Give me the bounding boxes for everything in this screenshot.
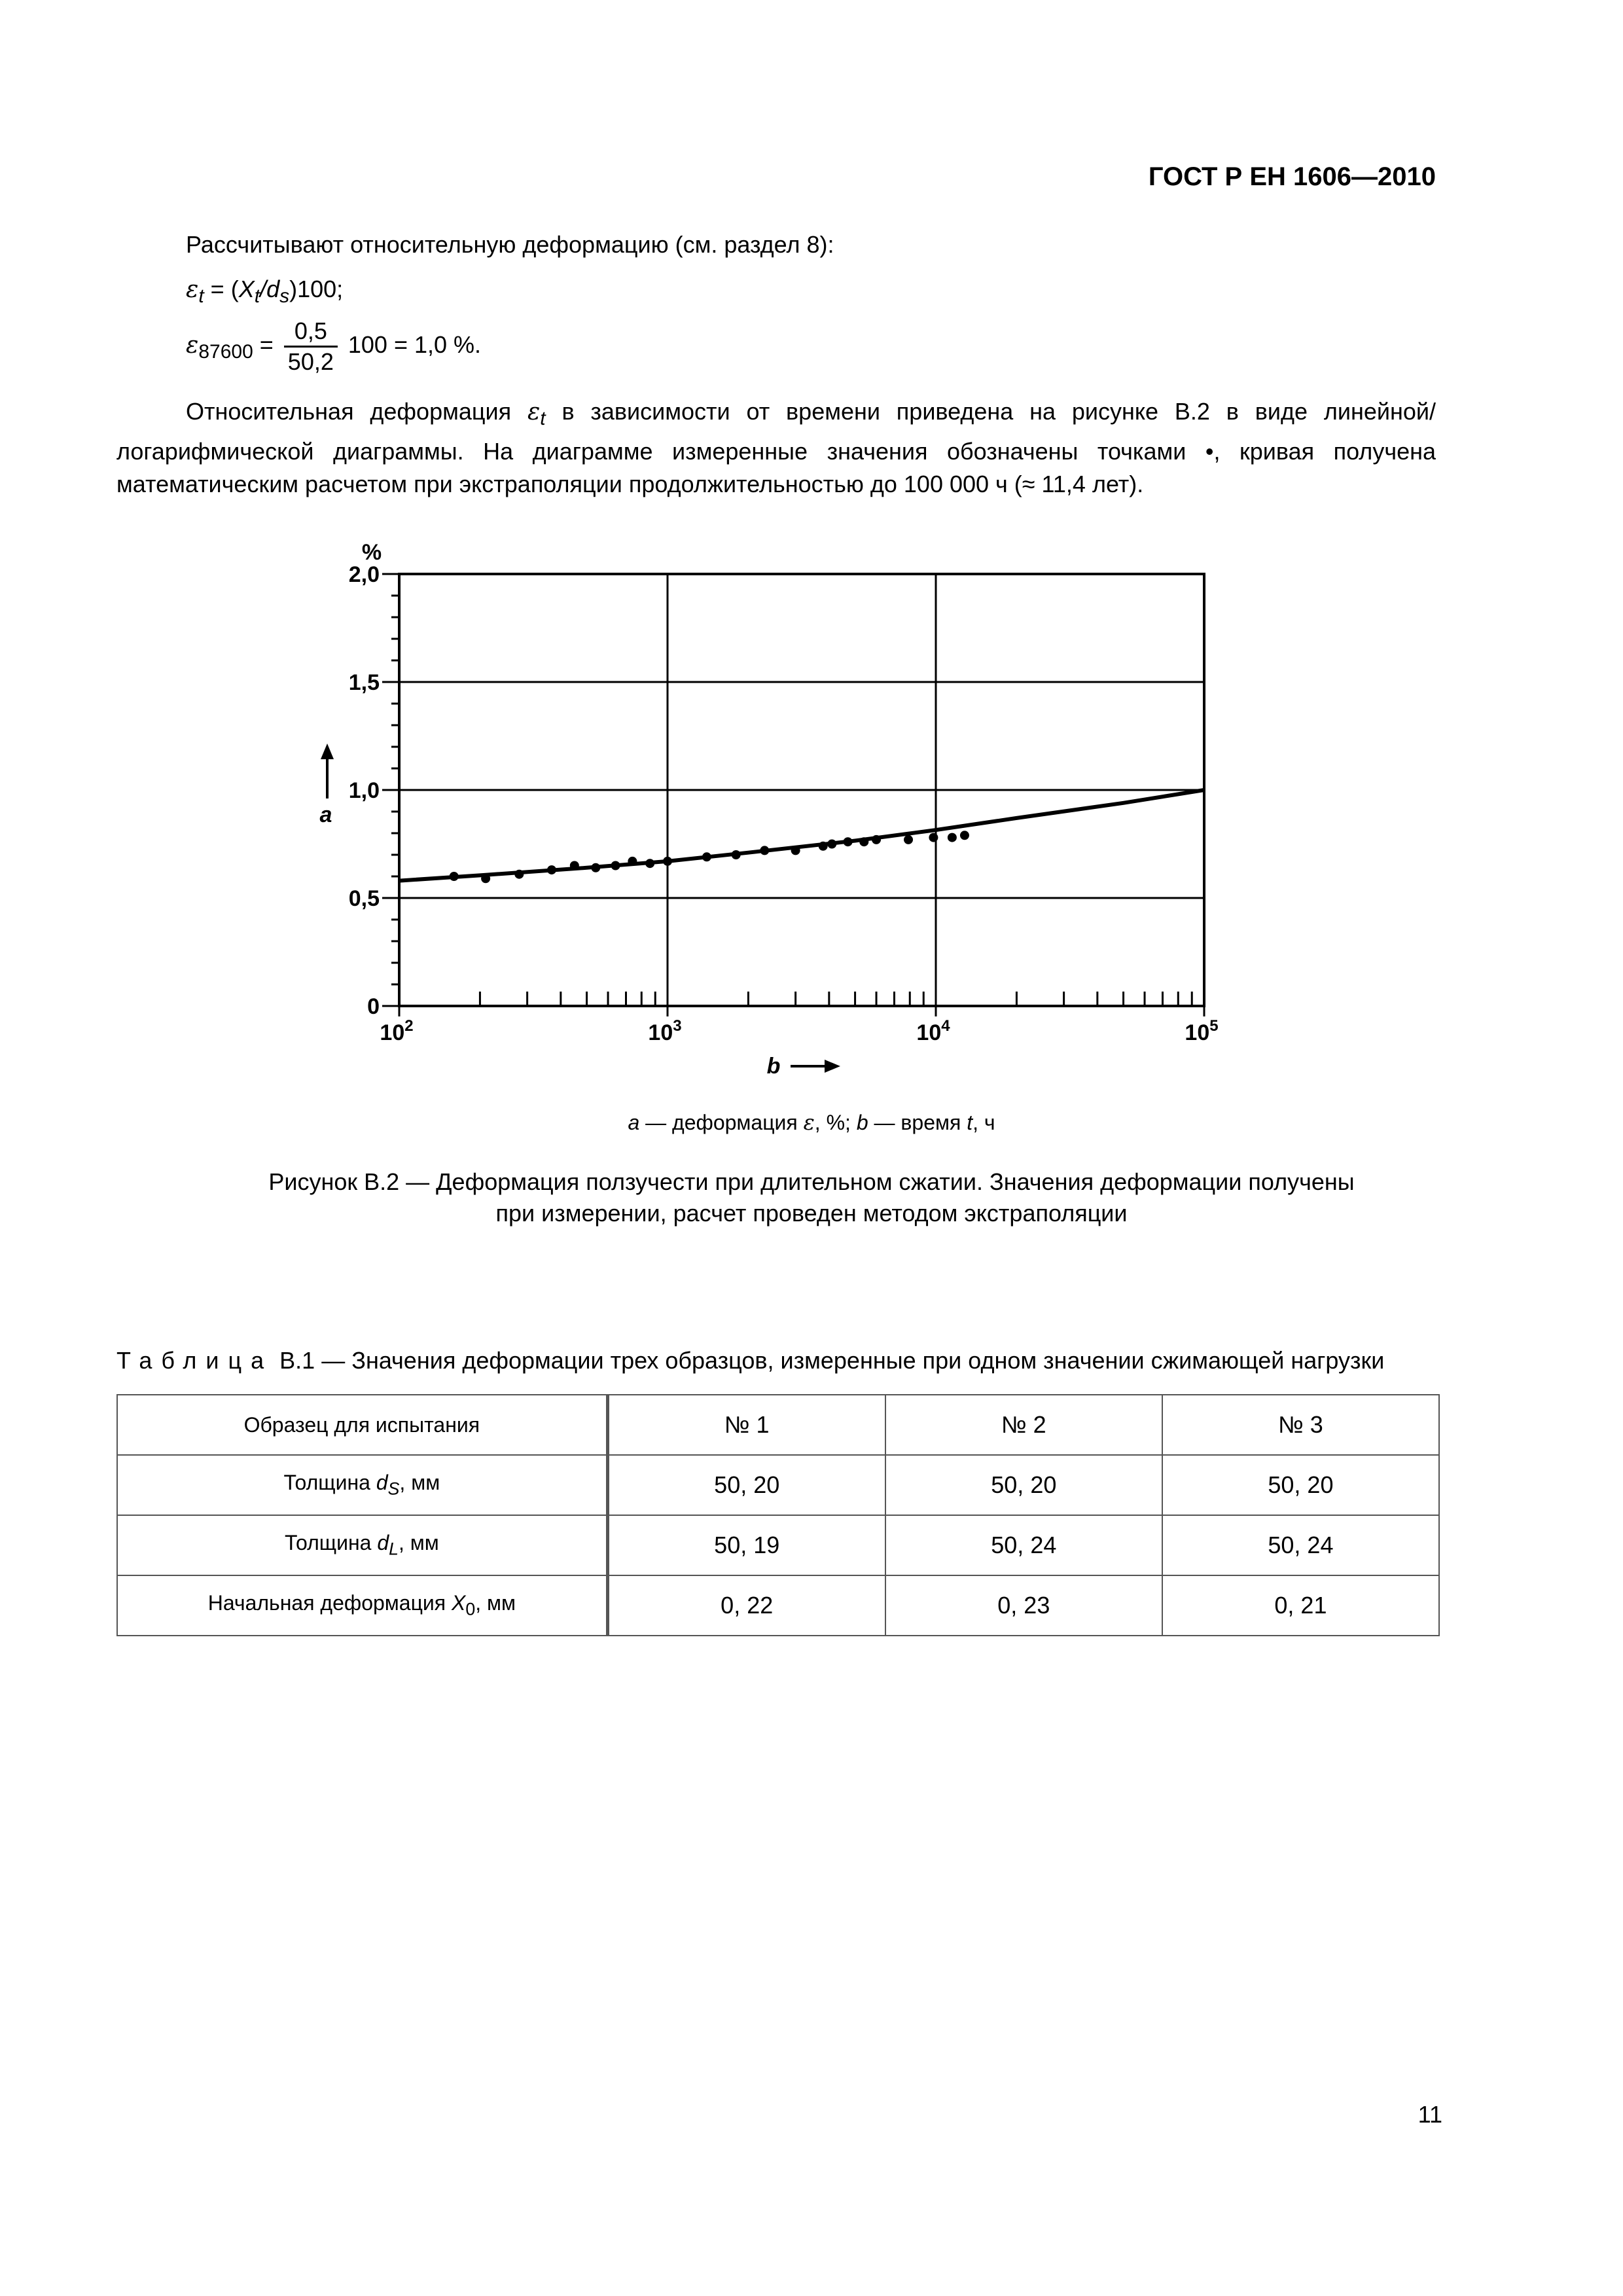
x-tick-base: 10 <box>1185 1020 1210 1045</box>
document-standard-number: ГОСТ Р ЕН 1606—2010 <box>1148 162 1436 191</box>
x-symbol: X <box>238 276 255 302</box>
chart-grid <box>399 574 1204 1006</box>
table-header-col: № 3 <box>1162 1395 1439 1455</box>
formula-part: )100; <box>289 276 344 302</box>
legend-a-letter: a <box>628 1111 640 1134</box>
epsilon-symbol: ε <box>186 332 199 359</box>
measured-point <box>611 861 620 870</box>
paragraph-text: Относительная деформация <box>186 398 527 425</box>
chart-curve-group <box>399 790 1204 881</box>
legend-text: — время <box>868 1111 967 1134</box>
formula-part: 100 = 1,0 %. <box>341 331 482 359</box>
creep-chart <box>288 524 1270 1100</box>
measured-point <box>450 872 459 881</box>
figure-legend <box>0 1110 1623 1135</box>
row-label-text: Толщина <box>284 1531 378 1555</box>
measured-point <box>948 833 957 842</box>
row-label-subscript: 0 <box>465 1599 476 1619</box>
measured-point <box>645 859 654 868</box>
x-tick-base: 10 <box>916 1020 942 1045</box>
row-label-text: Начальная деформация <box>207 1591 452 1615</box>
measured-point <box>960 831 969 840</box>
y-axis-arrow-head <box>321 744 334 759</box>
y-tick-label: 2,0 <box>348 562 380 587</box>
epsilon-subscript: 87600 <box>198 341 253 363</box>
measured-point <box>547 865 556 874</box>
table-cell: 0, 22 <box>607 1575 885 1636</box>
y-axis-letter: a <box>319 802 332 827</box>
body-paragraph <box>116 395 1436 501</box>
table-cell: 50, 20 <box>607 1455 885 1515</box>
row-label-symbol: d <box>376 1471 388 1495</box>
extrapolation-curve <box>399 790 1204 881</box>
epsilon-symbol: ε <box>186 276 199 303</box>
x-tick-exponent: 4 <box>941 1017 950 1035</box>
legend-text: — деформация <box>639 1111 804 1134</box>
fraction-numerator: 0,5 <box>284 317 338 348</box>
chart-ticks <box>382 574 1204 1016</box>
table-header-row <box>117 1395 1439 1455</box>
formula-strain <box>186 275 343 311</box>
figure-caption-line: Рисунок В.2 — Деформация ползучести при длительном сжатии. Значения деформации получены <box>268 1168 1355 1195</box>
measured-point <box>859 837 868 846</box>
row-label-symbol: d <box>377 1531 389 1555</box>
legend-t-symbol: t <box>967 1111 973 1134</box>
measured-point <box>591 863 600 872</box>
table-cell: 50, 20 <box>885 1455 1162 1515</box>
dot-marker: • <box>1205 438 1214 465</box>
measured-point <box>628 857 637 866</box>
x-tick-base: 10 <box>380 1020 405 1045</box>
formula-strain-value <box>186 317 481 376</box>
row-label-subscript: S <box>387 1479 400 1499</box>
measured-point <box>702 852 711 861</box>
table-cell: 50, 19 <box>607 1515 885 1575</box>
d-symbol: d <box>266 276 280 302</box>
fraction <box>284 317 338 376</box>
table-row <box>117 1455 1439 1515</box>
page-number: 11 <box>1418 2101 1442 2128</box>
row-label-subscript: L <box>389 1539 399 1559</box>
table-cell: 50, 24 <box>1162 1515 1439 1575</box>
x-tick-label <box>648 1017 681 1045</box>
x-axis-letter: b <box>766 1054 781 1079</box>
table-row <box>117 1515 1439 1575</box>
epsilon-subscript: t <box>540 408 546 430</box>
table-cell: 0, 23 <box>885 1575 1162 1636</box>
epsilon-symbol: ε <box>527 399 541 425</box>
measured-point <box>904 835 913 844</box>
table-title-text: В.1 — Значения деформации трех образцов, измеренные при одном значении сжимающей нагрузки <box>273 1347 1385 1374</box>
x-tick-base: 10 <box>648 1020 673 1045</box>
calc-intro: Рассчитывают относительную деформацию (см. раздел 8): <box>186 231 834 258</box>
figure-caption <box>0 1166 1623 1229</box>
legend-b-letter: b <box>856 1111 868 1134</box>
measured-point <box>570 861 579 870</box>
chart-points-group <box>450 831 969 883</box>
legend-text: , ч <box>972 1111 995 1134</box>
x-tick-exponent: 2 <box>404 1017 414 1035</box>
table-word: Таблица <box>116 1347 274 1374</box>
table-cell: 50, 24 <box>885 1515 1162 1575</box>
table-row-label <box>117 1575 607 1636</box>
chart-axis-titles <box>320 540 840 1079</box>
y-tick-label: 0,5 <box>348 886 380 911</box>
row-label-unit: , мм <box>398 1531 439 1555</box>
row-label-unit: , мм <box>399 1471 440 1495</box>
measured-point <box>819 842 828 851</box>
x-tick-label <box>916 1017 950 1045</box>
equals: = <box>253 331 280 359</box>
y-unit-label: % <box>361 540 382 565</box>
measured-point <box>872 835 881 844</box>
paragraph-text: , кривая получена математическим расчетом при экстраполяции продолжительностью до 100 000 ч (≈ 11,4 лет). <box>116 438 1436 498</box>
measured-point <box>514 870 524 879</box>
y-tick-label: 0 <box>367 994 380 1019</box>
formula-part: = ( <box>204 276 239 302</box>
chart-tick-labels <box>349 562 1219 1045</box>
measured-point <box>827 840 836 849</box>
table-row-label <box>117 1515 607 1575</box>
epsilon-subscript: t <box>198 285 204 308</box>
measured-point <box>791 846 800 855</box>
table-cell: 50, 20 <box>1162 1455 1439 1515</box>
x-subscript: t <box>254 285 260 308</box>
measured-point <box>844 837 853 846</box>
paragraph-text: в зависимости от времени приведена на рисунке В.2 в виде линейной/логарифмической диаграммы. На диаграмме измеренные значения обозначены точками <box>116 398 1436 465</box>
table-row-label <box>117 1455 607 1515</box>
x-tick-exponent: 3 <box>673 1017 682 1035</box>
measured-point <box>481 874 490 883</box>
data-table <box>116 1394 1440 1636</box>
measured-point <box>663 857 672 866</box>
x-axis-arrow-head <box>825 1060 840 1073</box>
x-tick-exponent: 5 <box>1209 1017 1219 1035</box>
y-tick-label: 1,0 <box>348 778 380 803</box>
measured-point <box>760 846 769 855</box>
x-tick-label <box>380 1017 413 1045</box>
table-header-col: № 2 <box>885 1395 1162 1455</box>
row-label-unit: , мм <box>475 1591 516 1615</box>
y-tick-label: 1,5 <box>348 670 380 695</box>
measured-point <box>929 833 938 842</box>
legend-text: , %; <box>814 1111 857 1134</box>
table-row <box>117 1575 1439 1636</box>
figure-caption-line: при измерении, расчет проведен методом экстраполяции <box>495 1200 1128 1227</box>
row-label-symbol: X <box>452 1591 466 1615</box>
x-tick-label <box>1185 1017 1218 1045</box>
measured-point <box>732 850 741 859</box>
table-cell: 0, 21 <box>1162 1575 1439 1636</box>
fraction-denominator: 50,2 <box>287 348 334 375</box>
slash: / <box>260 276 267 302</box>
d-subscript: s <box>279 285 290 308</box>
row-label-text: Толщина <box>283 1471 376 1495</box>
table-title <box>116 1347 1384 1374</box>
epsilon-symbol: ε <box>803 1110 815 1135</box>
table-header-col: № 1 <box>607 1395 885 1455</box>
table-header-label: Образец для испытания <box>117 1395 607 1455</box>
